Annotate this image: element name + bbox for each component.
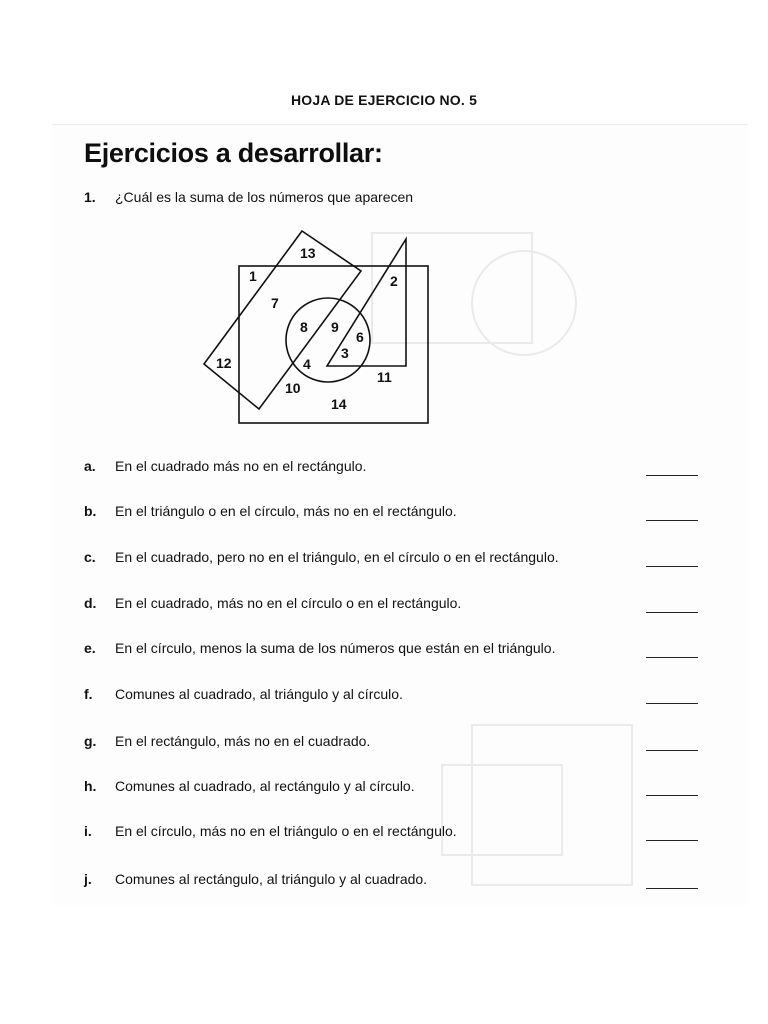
item-text: En el triángulo o en el círculo, más no en el rectángulo. xyxy=(115,503,457,519)
item-text: Comunes al rectángulo, al triángulo y al cuadrado. xyxy=(115,871,428,887)
item-letter: j. xyxy=(84,871,92,887)
label-12: 12 xyxy=(216,355,232,371)
answer-blank[interactable] xyxy=(646,840,698,841)
item-text: En el cuadrado más no en el rectángulo. xyxy=(115,458,367,474)
label-2: 2 xyxy=(390,273,398,289)
exercise-item-c xyxy=(84,549,704,569)
label-13: 13 xyxy=(300,245,316,261)
answer-blank[interactable] xyxy=(646,750,698,751)
item-text: En el círculo, menos la suma de los números que están en el triángulo. xyxy=(115,640,556,656)
exercise-item-i xyxy=(84,823,704,843)
question-1 xyxy=(84,189,413,205)
item-text: Comunes al cuadrado, al triángulo y al círculo. xyxy=(115,686,403,702)
item-letter: h. xyxy=(84,778,97,794)
label-10: 10 xyxy=(285,380,301,396)
label-8: 8 xyxy=(300,319,308,335)
page-title: HOJA DE EJERCICIO NO. 5 xyxy=(290,92,478,108)
exercise-item-e xyxy=(84,640,704,660)
label-7: 7 xyxy=(271,295,279,311)
answer-blank[interactable] xyxy=(646,657,698,658)
item-text: En el cuadrado, pero no en el triángulo, en el círculo o en el rectángulo. xyxy=(115,549,559,565)
item-letter: a. xyxy=(84,458,96,474)
exercise-item-d xyxy=(84,595,704,615)
triangle-shape xyxy=(327,239,406,366)
label-4: 4 xyxy=(303,356,311,372)
item-text: En el círculo, más no en el triángulo o en el rectángulo. xyxy=(115,823,457,839)
exercise-item-f xyxy=(84,686,704,706)
label-9: 9 xyxy=(331,319,339,335)
label-3: 3 xyxy=(341,345,349,361)
venn-diagram xyxy=(190,222,450,432)
label-6: 6 xyxy=(356,329,364,345)
answer-blank[interactable] xyxy=(646,475,698,476)
question-text: ¿Cuál es la suma de los números que aparecen xyxy=(115,189,414,205)
exercise-item-h xyxy=(84,778,704,798)
item-letter: c. xyxy=(84,549,96,565)
item-letter: e. xyxy=(84,640,96,656)
item-text: Comunes al cuadrado, al rectángulo y al círculo. xyxy=(115,778,415,794)
exercise-item-j xyxy=(84,871,704,891)
answer-blank[interactable] xyxy=(646,703,698,704)
exercise-item-g xyxy=(84,733,704,753)
answer-blank[interactable] xyxy=(646,612,698,613)
exercise-item-b xyxy=(84,503,704,523)
label-14: 14 xyxy=(331,396,347,412)
answer-blank[interactable] xyxy=(646,520,698,521)
question-number: 1. xyxy=(84,189,96,205)
exercise-item-a xyxy=(84,458,704,478)
label-1: 1 xyxy=(249,268,257,284)
item-letter: f. xyxy=(84,686,93,702)
answer-blank[interactable] xyxy=(646,888,698,889)
item-text: En el cuadrado, más no en el círculo o en el rectángulo. xyxy=(115,595,462,611)
item-letter: g. xyxy=(84,733,97,749)
section-title: Ejercicios a desarrollar: xyxy=(84,138,383,168)
label-11: 11 xyxy=(377,369,392,385)
item-text: En el rectángulo, más no en el cuadrado. xyxy=(115,733,371,749)
item-letter: d. xyxy=(84,595,97,611)
item-letter: i. xyxy=(84,823,92,839)
answer-blank[interactable] xyxy=(646,566,698,567)
answer-blank[interactable] xyxy=(646,795,698,796)
item-letter: b. xyxy=(84,503,97,519)
